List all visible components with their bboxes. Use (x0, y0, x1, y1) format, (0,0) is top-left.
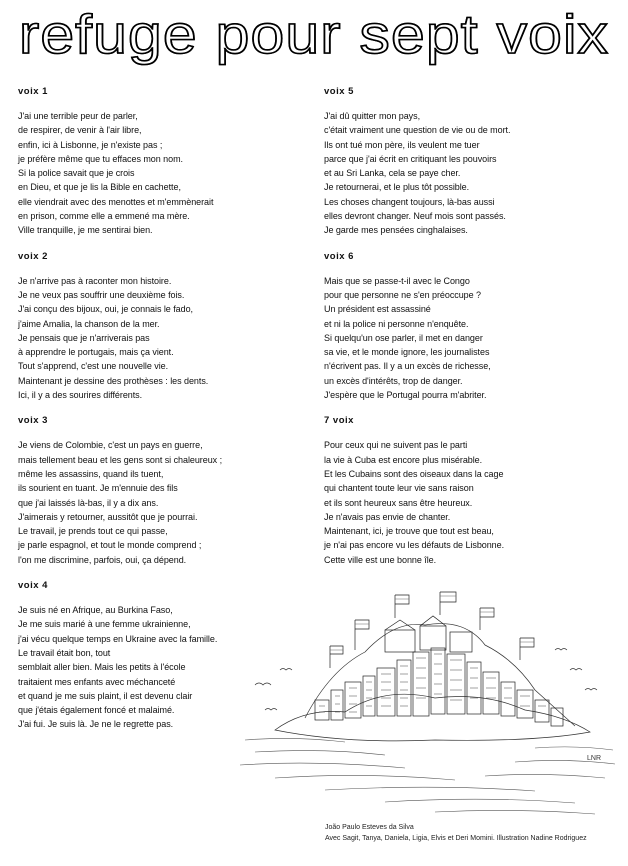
poem-line: Maintenant, ici, je trouve que tout est beau, (324, 526, 494, 537)
poem-line: en Dieu, et que je lis la Bible en cachette, (18, 182, 181, 193)
windows (319, 654, 546, 712)
poem-line: mais tellement beau et les gens sont si chaleureux ; (18, 454, 223, 465)
poem-line: je parle espagnol, et tout le monde comprend ; (18, 540, 202, 551)
credits-author: João Paulo Esteves da Silva (325, 824, 414, 831)
poem-line: je n'ai pas encore vu les défauts de Lisbonne. (324, 540, 505, 551)
poem-line: Je viens de Colombie, c'est un pays en guerre, (18, 440, 203, 451)
birds (255, 649, 597, 711)
poem-line: elle viendrait avec des menottes et m'emmènerait (18, 196, 214, 207)
city-island-illustration (235, 590, 620, 820)
poem-line: Je pensais que je n'arriverais pas (18, 332, 150, 343)
poem-line: J'espère que le Portugal pourra m'abriter. (324, 390, 487, 401)
poem-line: Si la police savait que je crois (18, 168, 135, 179)
page-title (14, 6, 614, 66)
hill-outline (305, 624, 575, 726)
poem-line: de respirer, de venir à l'air libre, (18, 125, 142, 136)
poem-line: l'on me discrimine, parfois, oui, ça dépend. (18, 554, 187, 565)
poem-line: ils sourient en tuant. Je m'ennuie des fils (18, 483, 178, 494)
credits-contributors: Avec Sagit, Tanya, Daniela, Ligia, Elvis et Deri Momini. Illustration Nadine Rodriguez (325, 835, 587, 842)
poem-line: j'ai vécu quelque temps en Ukraine avec la famille. (18, 633, 218, 644)
poem-line: enfin, ici à Lisbonne, je n'existe pas ; (18, 139, 163, 150)
poem-line: Les choses changent toujours, là-bas aussi (324, 196, 495, 207)
poem-line: Mais que se passe-t-il avec le Congo (324, 275, 470, 286)
poem-line: n'écrivent pas. Il y a un excès de richesse, (324, 361, 491, 372)
poem-line: et ni la police ni personne n'enquête. (324, 318, 469, 329)
poem-line: Un président est assassiné (324, 304, 431, 315)
poem-line: J'ai conçu des bijoux, oui, je connais le fado, (18, 304, 193, 315)
poem-line: Le travail, je prends tout ce qui passe, (18, 526, 168, 537)
poem-line: semblait aller bien. Mais les petits à l'école (18, 662, 186, 673)
poem-line: pour que personne ne s'en préoccupe ? (324, 289, 481, 300)
poem-line: Je retournerai, et le plus tôt possible. (324, 182, 470, 193)
poem-line: Tout s'apprend, c'est une nouvelle vie. (18, 361, 169, 372)
poem-line: et ils sont heureux sans être heureux. (324, 497, 473, 508)
voice-heading: voix 5 (324, 86, 354, 97)
poem-line: J'aimerais y retourner, aussitôt que je pourrai. (18, 511, 198, 522)
poem-line: sa vie, et le monde ignore, les journalistes (324, 347, 490, 358)
voice-heading: voix 3 (18, 415, 48, 427)
island-shore (275, 694, 590, 741)
poem-line: Je n'arrive pas à raconter mon histoire. (18, 275, 172, 286)
voice-heading: voix 6 (324, 250, 354, 262)
poem-line: la vie à Cuba est encore plus misérable. (324, 454, 483, 465)
poem-line: Ville tranquille, je me sentirai bien. (18, 225, 153, 236)
poem-line: Je ne veux pas souffrir une deuxième fois. (18, 289, 185, 300)
voice-heading: voix 2 (18, 250, 48, 262)
poem-line: et quand je me suis plaint, il est devenu clair (18, 690, 193, 701)
flag-stripes (330, 596, 534, 650)
poem-line: Maintenant je dessine des prothèses : les dents. (18, 375, 209, 386)
poem-line: Je me suis marié à une femme ukrainienne, (18, 619, 191, 630)
poem-line: un excès d'intérêts, trop de danger. (324, 375, 463, 386)
poem-line: même les assassins, quand ils tuent, (18, 468, 164, 479)
poem-line: J'ai une terrible peur de parler, (18, 111, 138, 121)
voice-heading: voix 1 (18, 86, 48, 97)
poem-line: que j'étais également foncé et malaimé. (18, 705, 175, 716)
poem-line: j'aime Amalia, la chanson de la mer. (18, 318, 160, 329)
poem-line: et au Sri Lanka, cela se paye cher. (324, 168, 461, 179)
voice-5 (324, 86, 614, 238)
voice-6 (324, 251, 614, 403)
poem-line: Je suis né en Afrique, au Burkina Faso, (18, 605, 173, 616)
poem-line: Je n'avais pas envie de chanter. (324, 511, 451, 522)
poem-line: J'ai fui. Je suis là. Je ne le regrette pas. (18, 719, 174, 730)
voice-heading: voix 4 (18, 580, 48, 592)
water-lines (240, 738, 615, 814)
poem-line: c'était vraiment une question de vie ou de mort. (324, 125, 511, 136)
poem-line: à apprendre le portugais, mais ça vient. (18, 347, 174, 358)
poem-line: Ils ont tué mon père, ils veulent me tuer (324, 139, 480, 150)
poem-line: parce que j'ai écrit en critiquant les pouvoirs (324, 153, 497, 164)
illustration-signature: LNR (587, 755, 602, 762)
title-text: refuge pour sept voix (19, 6, 609, 65)
poem-line: Le travail était bon, tout (18, 647, 111, 658)
poem-line: je préfère même que tu effaces mon nom. (18, 153, 183, 164)
poem-line: Ici, il y a des sourires différents. (18, 390, 143, 401)
credits (325, 822, 625, 844)
poem-line: Cette ville est une bonne île. (324, 554, 437, 565)
voice-1 (18, 86, 308, 238)
poem-line: en prison, comme elle a emmené ma mère. (18, 211, 190, 222)
voice-2 (18, 251, 308, 403)
poem-line: Je garde mes pensées cinghalaises. (324, 225, 468, 236)
poem-line: Et les Cubains sont des oiseaux dans la cage (324, 468, 504, 479)
poem-line: qui chantent toute leur vie sans raison (324, 483, 474, 494)
poem-line: que j'ai laissés là-bas, il y a dix ans. (18, 497, 159, 508)
voice-3 (18, 415, 308, 567)
poem-line: Pour ceux qui ne suivent pas le parti (324, 440, 468, 451)
poem-line: traitaient mes enfants avec méchanceté (18, 676, 176, 687)
voice-7 (324, 415, 614, 567)
right-column (324, 86, 614, 580)
buildings (315, 616, 563, 726)
poem-line: J'ai dû quitter mon pays, (324, 111, 421, 121)
poem-line: elles devront changer. Neuf mois sont passés. (324, 211, 506, 222)
voice-heading: 7 voix (324, 415, 354, 427)
poem-line: Si quelqu'un ose parler, il met en danger (324, 332, 483, 343)
